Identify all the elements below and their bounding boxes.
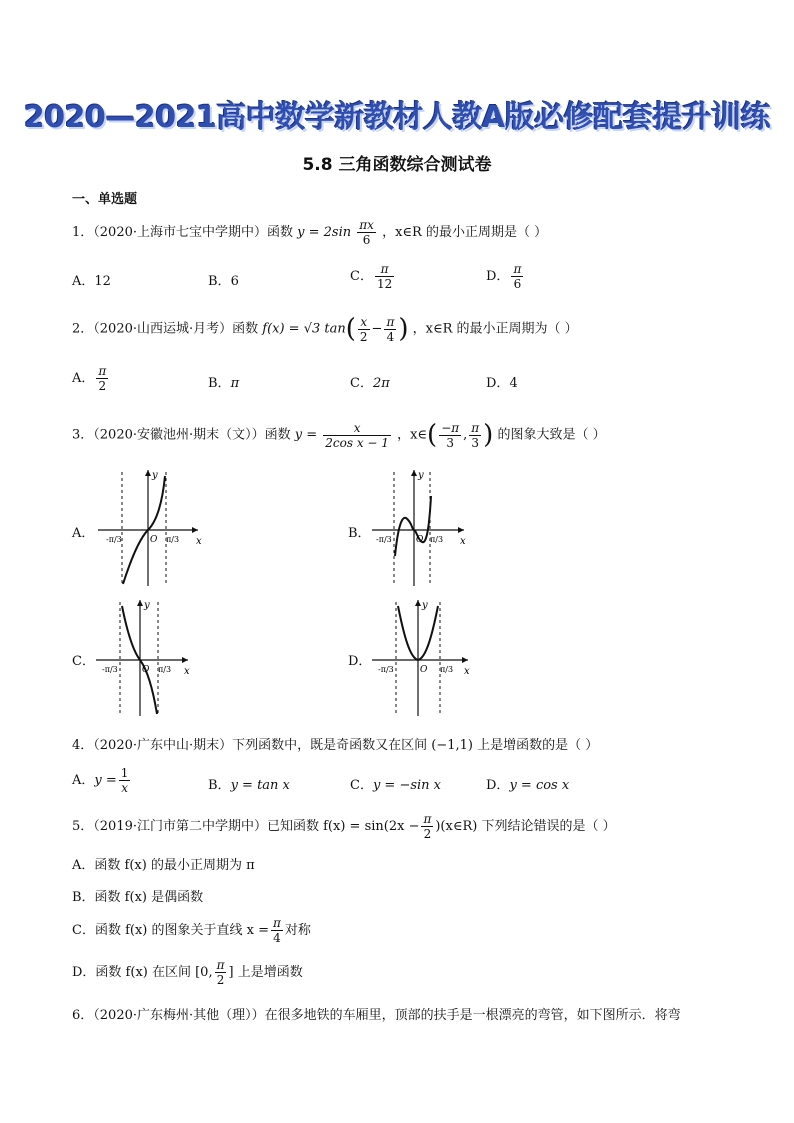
q2-option-c[interactable]: C．2π <box>350 376 390 391</box>
question-3: 3．（2020·安徽池州·期末（文））函数 y = $\frac{x}{\text{2cos x − 1}}$ ，x∈( $\frac{-\pi}{3}$ , $\frac{\pi}{3}$ ) 的图象大致是（ ） <box>72 420 606 450</box>
question-1 <box>72 218 547 247</box>
series-banner-title: 2020—2021高中数学新教材人教A版必修配套提升训练 <box>23 100 771 135</box>
question-2: 2．（2020·山西运城·月考）函数 f(x) = √3 tan( $\frac{x}{2}$ − $\frac{\pi}{4}$ ) ，x∈R 的最小正周期为（ ） <box>72 314 578 344</box>
question-6: 6．（2020·广东梅州·其他（理））在很多地铁的车厢里，顶部的扶手是一根漂亮的弯管，如下图所示．将弯 <box>72 1008 681 1023</box>
tick-right: π/3 <box>440 665 454 674</box>
q3-option-d-label[interactable]: D． <box>348 654 372 669</box>
question-5: 5．（2019·江门市第二中学期中）已知函数 f(x) = sin(2x − $\frac{\pi}{2}$ )(x∈R) 下列结论错误的是（ ） <box>72 812 616 841</box>
q3-graph-b[interactable] <box>368 466 468 588</box>
q1-option-a[interactable]: A．12 <box>72 274 111 289</box>
q4-option-c[interactable]: C．y = −sin x <box>350 778 442 793</box>
q5-option-a[interactable]: A．函数 f(x) 的最小正周期为 π <box>72 858 255 873</box>
q2-fraction-1: $\frac{x}{2}$ <box>359 314 368 344</box>
q2-expr: f(x) = √3 tan <box>262 321 346 337</box>
q5-option-d[interactable]: D．函数 f(x) 在区间 [0, $\frac{\pi}{2}$ ] 上是增函数 <box>72 958 303 987</box>
q3-option-b-label[interactable]: B． <box>348 526 371 541</box>
x-label: x <box>184 666 190 677</box>
q5-option-c[interactable]: C．函数 f(x) 的图象关于直线 x = $\frac{\pi}{4}$ 对称 <box>72 916 311 945</box>
q3-option-a-label[interactable]: A． <box>72 526 95 541</box>
q3-graph-c[interactable] <box>92 596 192 718</box>
y-label: y <box>422 600 428 611</box>
origin-label: O <box>416 535 424 545</box>
tick-left: -π/3 <box>376 535 392 544</box>
q2-fraction-2: $\frac{\pi}{4}$ <box>386 314 395 344</box>
q2-option-b[interactable]: B．π <box>208 376 240 391</box>
tick-left: -π/3 <box>106 535 122 544</box>
q1-fraction: $\frac{\pi x}{6}$ <box>359 218 374 247</box>
curve <box>395 496 431 556</box>
tick-right: π/3 <box>158 665 172 674</box>
y-label: y <box>152 470 158 481</box>
y-label: y <box>418 470 424 481</box>
question-4: 4．（2020·广东中山·期末）下列函数中，既是奇函数又在区间 (−1,1) 上是增函数的是（ ） <box>72 738 599 753</box>
tick-left: -π/3 <box>102 665 118 674</box>
q4-option-d[interactable]: D．y = cos x <box>486 778 570 793</box>
section-heading: 一、单选题 <box>72 192 138 207</box>
x-label: x <box>464 666 470 677</box>
tick-left: -π/3 <box>378 665 394 674</box>
q4-option-b[interactable]: B．y = tan x <box>208 778 290 793</box>
q3-graph-d[interactable] <box>368 596 472 718</box>
q1-option-d[interactable]: D． $\frac{\pi}{6}$ <box>486 262 522 291</box>
q2-prefix: 2．（2020·山西运城·月考）函数 <box>72 321 259 337</box>
q3-graph-a[interactable] <box>92 466 204 588</box>
origin-label: O <box>142 665 150 675</box>
origin-label: O <box>150 535 158 545</box>
q1-prefix: 1．（2020·上海市七宝中学期中）函数 <box>72 225 293 240</box>
q4-option-a[interactable]: A．y = $\frac{1}{x}$ <box>72 766 129 795</box>
q3-option-c-label[interactable]: C． <box>72 654 95 669</box>
q2-option-d[interactable]: D．4 <box>486 376 518 391</box>
q1-option-b[interactable]: B．6 <box>208 274 239 289</box>
origin-label: O <box>420 665 428 675</box>
q1-option-c[interactable]: C． $\frac{\pi}{12}$ <box>350 262 393 291</box>
paper-title: 5.8 三角函数综合测试卷 <box>302 155 492 175</box>
x-label: x <box>196 536 202 547</box>
q5-fraction: $\frac{\pi}{2}$ <box>423 812 432 841</box>
q1-suffix: ，x∈R 的最小正周期是（ ） <box>382 225 548 240</box>
q3-prefix: 3．（2020·安徽池州·期末（文））函数 <box>72 427 291 443</box>
q2-suffix: ，x∈R 的最小正周期为（ ） <box>412 321 578 337</box>
q2-option-a[interactable]: A． $\frac{\pi}{2}$ <box>72 364 107 393</box>
tick-right: π/3 <box>166 535 180 544</box>
tick-right: π/3 <box>430 535 444 544</box>
x-label: x <box>460 536 466 547</box>
q5-option-b[interactable]: B．函数 f(x) 是偶函数 <box>72 890 204 905</box>
q1-expr: y = 2sin <box>297 225 352 240</box>
q3-fraction: $\frac{x}{\text{2cos x − 1}}$ <box>325 420 389 450</box>
y-label: y <box>144 600 150 611</box>
